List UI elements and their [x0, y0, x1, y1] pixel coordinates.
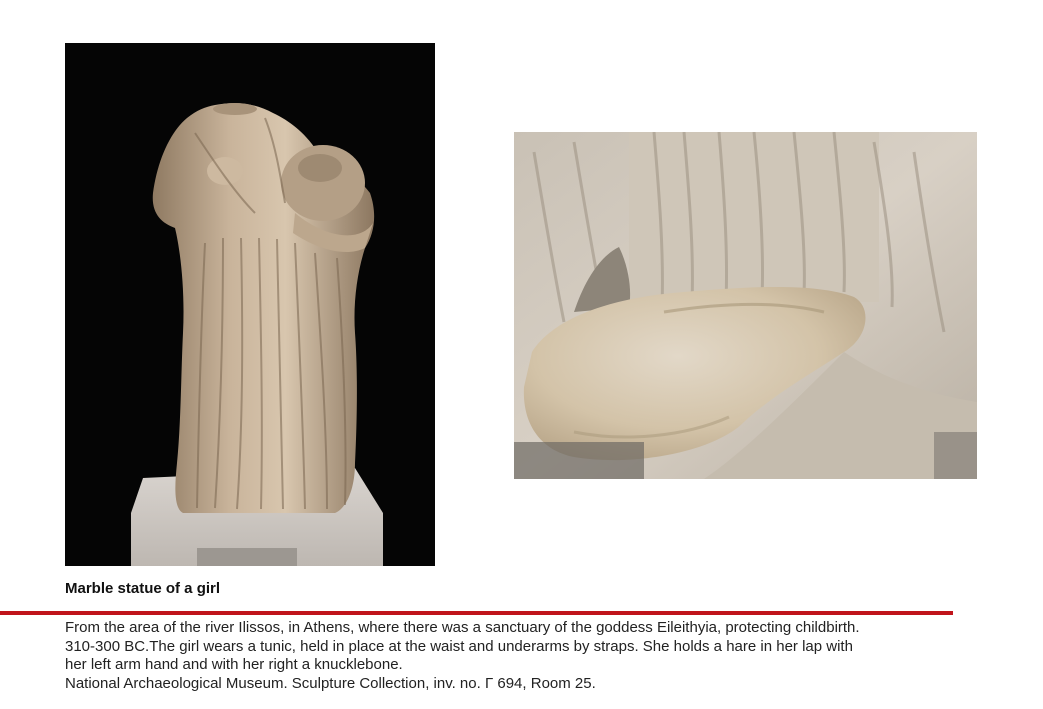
red-divider — [0, 611, 953, 615]
description-line: 310-300 BC.The girl wears a tunic, held in place at the waist and underarms by straps. She holds a hare in her lap with — [65, 637, 853, 655]
description-line: her left arm hand and with her right a knucklebone. — [65, 656, 403, 673]
detail-illustration — [514, 132, 977, 479]
caption-description — [65, 619, 965, 693]
detail-photo — [514, 132, 977, 479]
neck — [213, 103, 257, 115]
statue-photo — [65, 43, 435, 566]
right-hand — [207, 157, 243, 185]
description-line: National Archaeological Museum. Sculpture Collection, inv. no. Γ 694, Room 25. — [65, 674, 596, 692]
description-line: From the area of the river Ilissos, in Athens, where there was a sanctuary of the goddess Eileithyia, protecting childbirth. — [65, 619, 860, 636]
caption-title: Marble statue of a girl — [65, 580, 221, 597]
museum-label-plate — [197, 548, 297, 566]
statue-illustration — [65, 43, 435, 566]
